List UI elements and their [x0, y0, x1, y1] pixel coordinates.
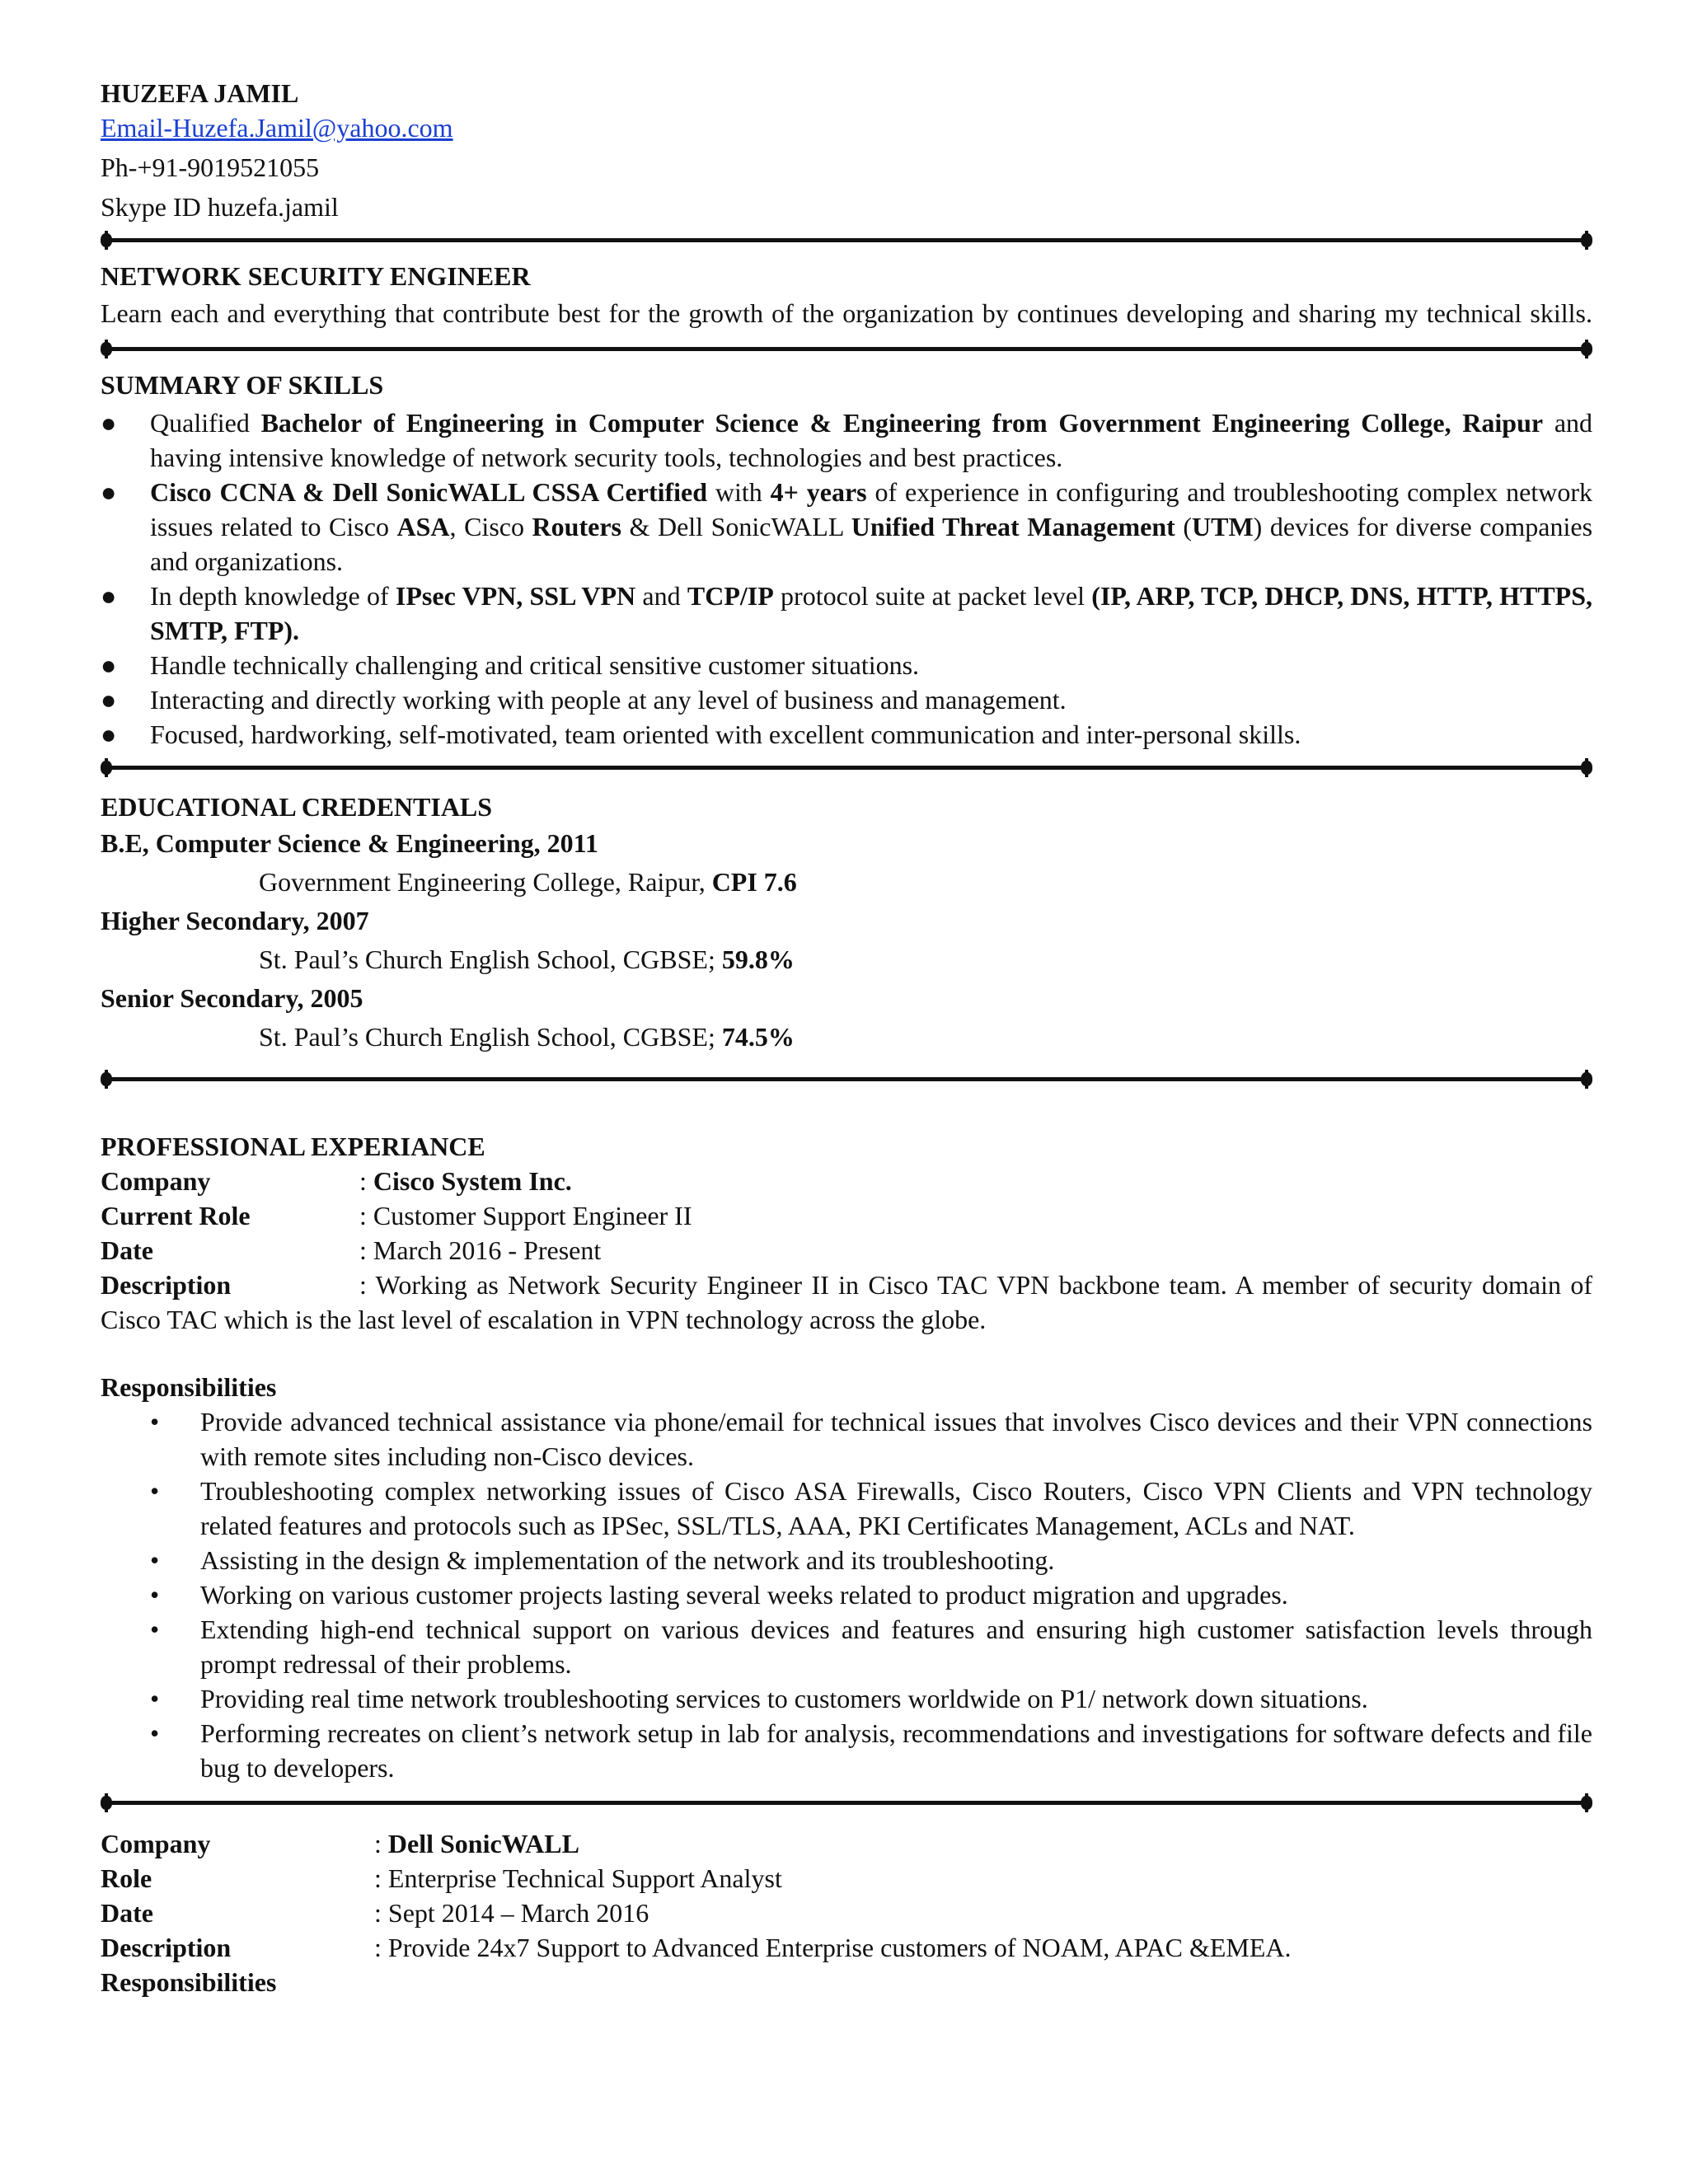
responsibility-item: [101, 1474, 1592, 1543]
education-score: CPI 7.6: [711, 867, 797, 897]
responsibility-text: Providing real time network troubleshooting services to customers worldwide on P1/ network down situations.: [200, 1684, 1368, 1713]
role-label: Role: [101, 1863, 152, 1893]
description-text: : Provide 24x7 Support to Advanced Enterprise customers of NOAM, APAC &EMEA.: [374, 1933, 1292, 1962]
responsibility-item: [101, 1577, 1592, 1612]
bullet-icon: •: [150, 1476, 160, 1506]
skill-item: [101, 579, 1592, 648]
education-degree: B.E, Computer Science & Engineering, 2011: [101, 828, 598, 858]
role-value: : Enterprise Technical Support Analyst: [374, 1863, 782, 1893]
description-label: Description: [101, 1933, 232, 1962]
description-text: : Working as Network Security Engineer II in Cisco TAC VPN backbone team. A member of security domain of Cisco TAC which is the last level of escalation in VPN technology across the globe.: [101, 1270, 1592, 1334]
responsibility-text: Troubleshooting complex networking issues of Cisco ASA Firewalls, Cisco Routers, Cisco VPN Clients and VPN technology related features and protocols such as IPSec, SSL/TLS, AAA, PKI Certificates Management, ACLs and NAT.: [200, 1476, 1592, 1540]
skill-item: [101, 475, 1592, 579]
education-institution: [259, 1018, 1592, 1057]
responsibility-item: [101, 1681, 1592, 1716]
bullet-icon: •: [150, 1718, 160, 1748]
responsibility-text: Assisting in the design & implementation of the network and its troubleshooting.: [200, 1545, 1055, 1575]
bullet-icon: ●: [101, 408, 117, 438]
skill-text-segment: ) devices for diverse companies and organizations.: [150, 512, 1593, 576]
skype-id: Skype ID huzefa.jamil: [101, 192, 339, 222]
skill-text-segment: UTM: [1192, 512, 1254, 541]
role-value: : Customer Support Engineer II: [359, 1201, 692, 1230]
institution-name: Government Engineering College, Raipur,: [259, 867, 712, 897]
company-name: Dell SonicWALL: [387, 1829, 579, 1858]
section-divider: [101, 231, 1592, 251]
bullet-icon: •: [150, 1407, 160, 1436]
job-dell: Company : Dell SonicWALL Role : Enterprise Technical Support Analyst Date : Sept 2014 – March 2016 Description : Provide 24x7 Support to Advanced Enterprise customers of NOAM, APAC &EMEA. Responsibilities: [101, 1826, 1592, 1999]
objective-title: NETWORK SECURITY ENGINEER: [101, 261, 531, 291]
skill-item: [101, 682, 1592, 717]
responsibility-item: [101, 1612, 1592, 1681]
education-title: EDUCATIONAL CREDENTIALS: [101, 792, 493, 822]
objective-text: Learn each and everything that contribute best for the growth of the organization by continues developing and sharing my technical skills.: [101, 298, 1592, 328]
section-divider: [101, 340, 1592, 359]
skill-text-segment: Interacting and directly working with people at any level of business and management.: [150, 685, 1067, 715]
date-label: Date: [101, 1898, 153, 1928]
section-divider: [101, 758, 1592, 778]
responsibilities-list: [101, 1404, 1592, 1785]
bullet-icon: ●: [101, 477, 117, 507]
description-label: Description: [101, 1270, 232, 1300]
skill-item: [101, 717, 1592, 752]
skill-text-segment: Qualified: [150, 408, 261, 438]
skill-text-segment: 4+ years: [770, 477, 867, 507]
skill-text-segment: Unified Threat Management: [851, 512, 1175, 541]
education-institution: [259, 940, 1592, 979]
skill-text-segment: TCP/IP: [687, 581, 774, 611]
skill-text-segment: protocol suite at packet level: [773, 581, 1092, 611]
institution-name: St. Paul’s Church English School, CGBSE;: [259, 944, 722, 974]
company-name: Cisco System Inc.: [373, 1166, 572, 1196]
responsibility-item: [101, 1543, 1592, 1577]
date-value: : March 2016 - Present: [359, 1235, 602, 1265]
section-divider: [101, 1793, 1592, 1813]
responsibility-item: [101, 1716, 1592, 1785]
skill-text-segment: Focused, hardworking, self-motivated, team oriented with excellent communication and inter-personal skills.: [150, 719, 1301, 749]
responsibility-item: [101, 1404, 1592, 1474]
education-score: 74.5%: [721, 1022, 795, 1052]
education-score: 59.8%: [721, 944, 795, 974]
bullet-icon: ●: [101, 719, 117, 749]
skill-text-segment: In depth knowledge of: [150, 581, 396, 611]
section-divider: [101, 1070, 1592, 1090]
skill-text-segment: of experience in configuring and troubleshooting complex network issues related to Cisco: [150, 477, 1593, 541]
responsibility-text: Provide advanced technical assistance via phone/email for technical issues that involves Cisco devices and their VPN connections with remote sites including non-Cisco devices.: [200, 1407, 1592, 1471]
education-degree: Higher Secondary, 2007: [101, 906, 369, 935]
skill-text-segment: (: [1175, 512, 1192, 541]
skill-text-segment: (IP, ARP, TCP, DHCP, DNS, HTTP, HTTPS, SMTP, FTP).: [150, 581, 1593, 645]
bullet-icon: ●: [101, 650, 117, 680]
responsibility-text: Working on various customer projects lasting several weeks related to product migration and upgrades.: [200, 1580, 1288, 1610]
bullet-icon: •: [150, 1580, 160, 1610]
skill-text-segment: , Cisco: [449, 512, 532, 541]
resume-page: [101, 76, 1592, 1999]
date-value: : Sept 2014 – March 2016: [374, 1898, 649, 1928]
responsibility-text: Performing recreates on client’s network setup in lab for analysis, recommendations and investigations for software defects and file bug to developers.: [200, 1718, 1592, 1783]
skills-list: [101, 405, 1592, 752]
bullet-icon: ●: [101, 581, 117, 611]
responsibility-text: Extending high-end technical support on various devices and features and ensuring high customer satisfaction levels through prompt redressal of their problems.: [200, 1615, 1592, 1679]
company-label: Company: [101, 1166, 211, 1196]
institution-name: St. Paul’s Church English School, CGBSE;: [259, 1022, 722, 1052]
skill-text-segment: Cisco CCNA & Dell SonicWALL CSSA Certified: [150, 477, 708, 507]
skill-text-segment: Handle technically challenging and critical sensitive customer situations.: [150, 650, 920, 680]
skill-text-segment: and having intensive knowledge of network security tools, technologies and best practices.: [150, 408, 1593, 472]
responsibilities-title: Responsibilities: [101, 1372, 277, 1402]
experience-title: PROFESSIONAL EXPERIANCE: [101, 1132, 485, 1161]
bullet-icon: •: [150, 1684, 160, 1713]
role-label: Current Role: [101, 1201, 251, 1230]
skill-text-segment: Routers: [532, 512, 621, 541]
skill-item: [101, 648, 1592, 682]
candidate-name: HUZEFA JAMIL: [101, 78, 299, 108]
education-list: [101, 824, 1592, 1057]
email-link[interactable]: Email-Huzefa.Jamil@yahoo.com: [101, 113, 453, 143]
bullet-icon: •: [150, 1545, 160, 1575]
skill-text-segment: IPsec VPN, SSL VPN: [395, 581, 636, 611]
skills-title: SUMMARY OF SKILLS: [101, 370, 384, 400]
responsibilities-title: Responsibilities: [101, 1967, 277, 1997]
skill-text-segment: ASA: [396, 512, 450, 541]
phone-number: Ph-+91-9019521055: [101, 152, 320, 182]
education-degree: Senior Secondary, 2005: [101, 983, 363, 1013]
date-label: Date: [101, 1235, 153, 1265]
company-label: Company: [101, 1829, 211, 1858]
job-cisco: Company : Cisco System Inc. Current Role : Customer Support Engineer II Date : March 2016 - Present Description : Working as Network Security Engineer II in Cisco TAC VPN backbone team. A member of security domain of Cisco TAC which is the last level of escalation in VPN technology across the globe. Responsibilities • Provide advanced technical assistance via phone/email for technical issues that involves Cisco devices and their VPN connections with remote sites including non-Cisco devices. • Troubleshooting complex networking issues of Cisco ASA Firewalls, Cisco Routers, Cisco VPN Clients and VPN technology related features and protocols such as IPSec, SSL/TLS, AAA, PKI Certificates Management, ACLs and NAT. • Assisting in the design & implementation of the network and its troubleshooting. • Working on various customer projects lasting several weeks related to product migration and upgrades. • Extending high-end technical support on various devices and features and ensuring high customer satisfaction levels through prompt redressal of their problems. • Providing real time network troubleshooting services to customers worldwide on P1/ network down situations. • Performing recreates on client’s network setup in lab for analysis, recommendations and investigations for software defects and file bug to developers.: [101, 1164, 1592, 1785]
education-institution: [259, 863, 1592, 902]
skill-text-segment: Bachelor of Engineering in Computer Science & Engineering from Government Engineering College, Raipur: [260, 408, 1544, 438]
skill-text-segment: and: [635, 581, 687, 611]
bullet-icon: ●: [101, 685, 117, 715]
skill-item: [101, 405, 1592, 475]
skill-text-segment: with: [707, 477, 771, 507]
skill-text-segment: & Dell SonicWALL: [621, 512, 851, 541]
bullet-icon: •: [150, 1615, 160, 1644]
